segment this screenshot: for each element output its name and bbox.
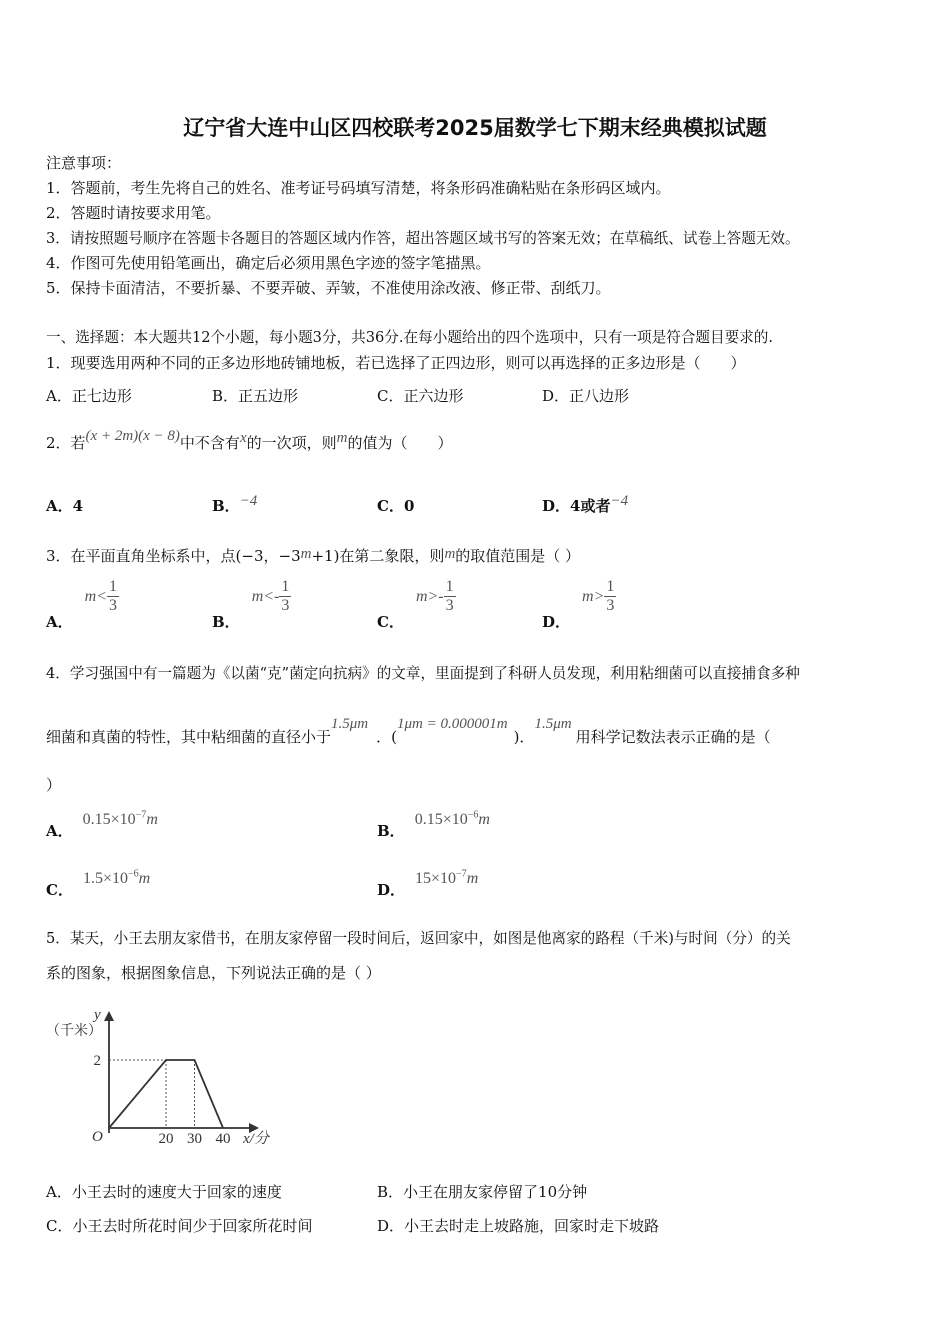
q2-option-d: D．4或者−4 xyxy=(542,493,629,515)
question-5-line-2: 系的图象，根据图象信息，下列说法正确的是（ ） xyxy=(46,964,381,982)
x-tick-label: 40 xyxy=(215,1131,231,1147)
x-axis-label: x/分 xyxy=(243,1131,269,1147)
q4-option-c: C．$1.5\times 10^{-6}m$ xyxy=(46,868,151,899)
q3-option-a: A．m< $\frac{1}{3}$ xyxy=(46,578,117,631)
notice-item: 2．答题时请按要求用笔。 xyxy=(46,204,221,222)
y-axis-arrow xyxy=(104,1011,114,1021)
section-heading: 一、选择题：本大题共12个小题，每小题3分，共36分.在每小题给出的四个选项中，只有一项是符合题目要求的. xyxy=(46,329,774,346)
q2-suffix: 的值为（ ） xyxy=(347,434,453,452)
y-tick-label: 2 xyxy=(93,1053,101,1069)
notice-item: 1．答题前，考生先将自己的姓名、准考证号码填写清楚，将条形码准确粘贴在条形码区域内。 xyxy=(46,179,671,197)
q5-option-a: A．小王去时的速度大于回家的速度 xyxy=(46,1183,282,1201)
q3-option-c: C．m>- $\frac{1}{3}$ xyxy=(377,578,454,631)
q1-option-b: B．正五边形 xyxy=(212,387,299,405)
q2-expression: (x + 2m)(x − 8) xyxy=(85,428,180,444)
q2-option-b: B．−4 xyxy=(212,493,258,515)
question-3-stem: 3．在平面直角坐标系中，点(−3，−3m+1)在第二象限，则m的取值范围是（ ） xyxy=(46,546,581,565)
question-4-line-3: ） xyxy=(46,776,62,794)
q3-option-d: D．m> $\frac{1}{3}$ xyxy=(542,578,615,631)
q3-var-m: m xyxy=(300,546,312,562)
q2-option-c: C．0 xyxy=(377,497,415,515)
q1-option-a: A．正七边形 xyxy=(46,387,132,405)
q1-option-c: C．正六边形 xyxy=(377,387,464,405)
y-unit-label: （千米） xyxy=(46,1023,102,1039)
q4-option-d: D．$15\times 10^{-7}m$ xyxy=(377,868,479,899)
q4-option-b: B．$0.15\times 10^{-6}m$ xyxy=(377,809,490,840)
x-tick-label: 30 xyxy=(187,1131,202,1147)
q1-option-d: D．正八边形 xyxy=(542,387,630,405)
q3-option-b: B．m<- $\frac{1}{3}$ xyxy=(212,578,290,631)
q5-option-d: D．小王去时走上坡路施，回家时走下坡路 xyxy=(377,1217,660,1235)
question-4-line-1: 4．学习强国中有一篇题为《以菌“克”菌定向抗病》的文章，里面提到了科研人员发现，利用粘细菌可以直接捕食多种 xyxy=(46,665,800,682)
distance-time-graph xyxy=(40,1003,290,1153)
q4-expr-3: 1.5μm xyxy=(534,716,572,732)
q2-mid2: 的一次项，则 xyxy=(246,434,337,452)
q2-prefix: 2．若 xyxy=(46,434,86,452)
q4-expr-1: 1.5μm xyxy=(331,716,369,732)
question-1-stem: 1．现要选用两种不同的正多边形地砖铺地板，若已选择了正四边形，则可以再选择的正多边形是（ ） xyxy=(46,354,746,372)
q2-option-a: A．4 xyxy=(46,497,84,515)
question-4-line-2: 细菌和真菌的特性，其中粘细菌的直径小于1.5μm．(1μm = 0.000001m)．1.5μm用科学记数法表示正确的是（ xyxy=(46,716,771,746)
q5-option-c: C．小王去时所花时间少于回家所花时间 xyxy=(46,1217,313,1235)
q3-var-m2: m xyxy=(444,546,456,562)
notice-heading: 注意事项： xyxy=(46,154,122,172)
q4-option-a: A．$0.15\times 10^{-7}m$ xyxy=(46,809,158,840)
q4-expr-2: 1μm = 0.000001m xyxy=(397,716,508,732)
origin-label: O xyxy=(92,1129,103,1145)
notice-item: 5．保持卡面清洁，不要折暴、不要弄破、弄皱，不准使用涂改液、修正带、刮纸刀。 xyxy=(46,279,611,297)
page-title: 辽宁省大连中山区四校联考2025届数学七下期末经典模拟试题 xyxy=(183,116,767,140)
q2-var-x: x xyxy=(239,430,247,446)
x-tick-label: 20 xyxy=(158,1131,174,1147)
notice-item: 4．作图可先使用铅笔画出，确定后必须用黑色字迹的签字笔描黑。 xyxy=(46,254,491,272)
q5-option-b: B．小王在朋友家停留了10分钟 xyxy=(377,1183,588,1201)
notice-item: 3．请按照题号顺序在答题卡各题目的答题区域内作答，超出答题区域书写的答案无效；在草稿纸、试卷上答题无效。 xyxy=(46,230,800,247)
question-5-line-1: 5．某天，小王去朋友家借书，在朋友家停留一段时间后，返回家中，如图是他离家的路程（千米)与时间（分）的关 xyxy=(46,930,791,947)
y-axis-label: y xyxy=(94,1007,101,1023)
q2-mid1: 中不含有 xyxy=(179,434,240,452)
q2-var-m: m xyxy=(336,430,348,446)
question-2-stem xyxy=(46,428,453,453)
